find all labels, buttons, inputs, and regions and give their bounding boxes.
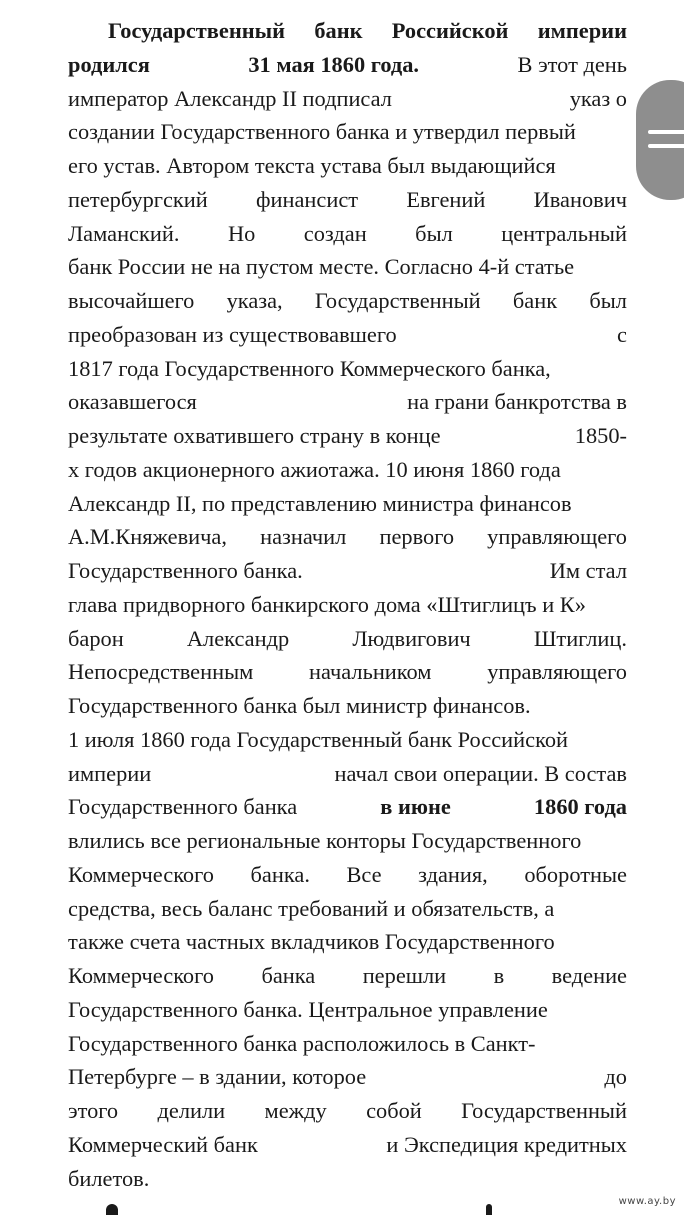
text-segment: Государственный — [108, 18, 286, 43]
text-segment: управляющего — [487, 524, 627, 550]
text-segment: 1860 года — [533, 794, 627, 820]
handle-grip-line — [648, 144, 684, 148]
text-segment: делили — [157, 1098, 226, 1123]
text-line — [68, 319, 627, 351]
text-line — [68, 656, 627, 688]
text-segment: и Экспедиция кредитных — [386, 1131, 627, 1157]
text-segment: Государственного банка. Центральное управление — [68, 996, 548, 1022]
text-segment: Коммерческий банк — [68, 1131, 258, 1157]
text-segment: Ламанский. — [68, 220, 180, 246]
text-segment: А.М.Княжевича, — [68, 524, 227, 550]
text-segment: средства, весь баланс требований и обязательств, а — [68, 895, 555, 921]
text-line — [68, 353, 627, 385]
text-line — [68, 1095, 627, 1127]
text-segment: Государственный — [314, 288, 481, 313]
text-segment: собой — [366, 1098, 422, 1123]
text-segment: банка — [261, 963, 316, 988]
text-segment: Штиглиц. — [533, 625, 627, 651]
text-segment: финансист — [256, 186, 359, 212]
text-segment: империи — [68, 760, 152, 786]
text-segment: Александр — [186, 625, 290, 651]
text-line — [68, 521, 627, 553]
text-segment: Петербурге – в здании, которое — [68, 1064, 367, 1090]
text-line — [68, 960, 627, 992]
text-segment: император Александр II подписал — [68, 85, 392, 111]
text-line — [68, 49, 627, 81]
text-segment: назначил — [260, 524, 347, 550]
text-segment: Государственного банка — [68, 794, 298, 820]
text-line — [68, 488, 627, 520]
text-segment: этого — [68, 1098, 119, 1123]
text-line — [68, 218, 627, 250]
text-segment: создании Государственного банка и утвердил первый — [68, 119, 576, 145]
text-segment: Иванович — [533, 186, 627, 212]
text-segment: указа, — [226, 288, 283, 313]
text-line — [68, 994, 627, 1026]
scroll-handle[interactable] — [636, 80, 684, 200]
text-line — [68, 454, 627, 486]
text-line — [68, 1061, 627, 1093]
text-segment: Коммерческого — [68, 963, 214, 988]
text-segment: Все — [346, 861, 382, 887]
text-segment: создан — [303, 220, 367, 246]
text-line — [68, 791, 627, 823]
text-segment: глава придворного банкирского дома «Штиглицъ и К» — [68, 591, 586, 617]
text-line — [68, 1163, 627, 1195]
text-segment: преобразован из существовавшего — [68, 321, 397, 347]
text-segment: Коммерческого — [68, 861, 214, 887]
watermark: www.ay.by — [618, 1196, 676, 1207]
text-segment: здания, — [418, 861, 488, 887]
text-segment: родился — [68, 51, 150, 77]
text-segment: 1850- — [574, 423, 627, 448]
text-segment: первого — [379, 524, 455, 550]
text-line — [68, 116, 627, 148]
text-line — [68, 251, 627, 283]
text-segment: банк России не на пустом месте. Согласно 4-й статье — [68, 254, 575, 280]
text-segment: был — [589, 288, 627, 313]
text-segment: Непосредственным — [68, 659, 254, 685]
text-line — [68, 285, 627, 317]
text-segment: барон — [68, 625, 124, 651]
text-line — [68, 589, 627, 621]
text-segment: начальником — [309, 659, 432, 685]
text-segment: указ о — [569, 85, 627, 111]
text-line — [68, 1129, 627, 1161]
text-segment: Александр II, по представлению министра финансов — [68, 490, 572, 516]
text-line — [68, 926, 627, 958]
text-segment: результате охватившего страну в конце — [68, 423, 441, 448]
text-line — [68, 893, 627, 925]
text-line — [68, 690, 627, 722]
text-segment: с — [617, 321, 627, 347]
text-line — [108, 15, 627, 47]
text-segment: Государственного банка. — [68, 558, 303, 583]
next-line-fragment — [0, 1200, 684, 1215]
text-segment: на грани банкротства в — [407, 389, 627, 415]
text-segment: оборотные — [524, 861, 627, 887]
text-line — [68, 825, 627, 857]
text-segment: влились все региональные конторы Государственного — [68, 828, 582, 853]
text-segment: Государственный — [461, 1098, 627, 1123]
text-segment: высочайшего — [68, 288, 195, 313]
text-line — [68, 758, 627, 790]
text-segment: перешли — [362, 963, 447, 988]
text-segment: банк — [512, 288, 558, 313]
text-line — [68, 184, 627, 216]
text-segment: был — [415, 220, 453, 246]
text-line — [68, 420, 627, 452]
text-segment: также счета частных вкладчиков Государственного — [68, 929, 555, 955]
text-line — [68, 859, 627, 891]
text-segment: империи — [537, 18, 627, 43]
text-segment: оказавшегося — [68, 389, 197, 415]
text-segment: Государственного банка расположилось в Санкт- — [68, 1030, 536, 1056]
text-segment: до — [604, 1064, 627, 1090]
text-segment: В этот день — [517, 51, 627, 77]
text-segment: его устав. Автором текста устава был выдающийся — [68, 153, 556, 178]
text-line — [68, 150, 627, 182]
text-segment: между — [264, 1098, 327, 1123]
text-segment: банка. — [250, 861, 310, 887]
text-segment: 1817 года Государственного Коммерческого банка, — [68, 355, 551, 381]
text-segment: центральный — [501, 220, 627, 246]
text-segment: 31 мая 1860 года. — [248, 51, 420, 77]
text-segment: х годов акционерного ажиотажа. 10 июня 1860 года — [68, 456, 561, 482]
text-segment: Им стал — [549, 558, 627, 583]
text-segment: Государственного банка был министр финансов. — [68, 693, 531, 718]
text-segment: Евгений — [406, 186, 486, 212]
text-segment: банк — [314, 18, 363, 43]
text-segment: Но — [227, 220, 256, 246]
handle-grip-line — [648, 130, 684, 134]
text-segment: ведение — [551, 963, 627, 988]
text-line — [68, 555, 627, 587]
text-line — [68, 83, 627, 115]
text-segment: в июне — [380, 794, 451, 820]
text-line — [68, 386, 627, 418]
text-segment: билетов. — [68, 1165, 150, 1191]
text-line — [68, 623, 627, 655]
text-segment: Людвигович — [352, 625, 471, 651]
text-line — [68, 1028, 627, 1060]
text-line — [68, 724, 627, 756]
text-segment: 1 июля 1860 года Государственный банк Российской — [68, 726, 569, 752]
text-segment: в — [493, 963, 505, 988]
text-segment: начал свои операции. В состав — [334, 760, 627, 786]
text-segment: Российской — [391, 18, 509, 43]
text-segment: петербургский — [68, 186, 208, 212]
text-segment: управляющего — [487, 659, 627, 685]
